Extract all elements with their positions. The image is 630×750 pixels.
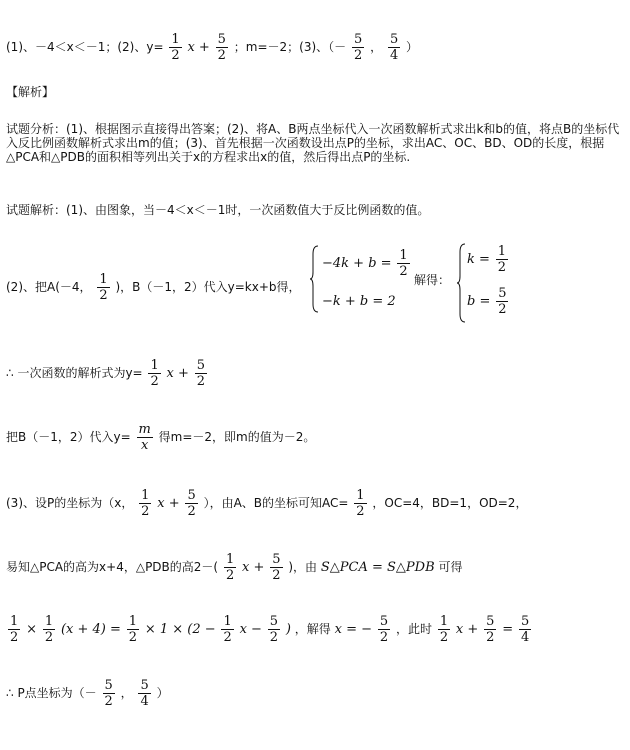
fraction-one-half: $\frac{1}{2}$ xyxy=(150,358,159,389)
fraction-one-half: $\frac{1}{2}$ xyxy=(399,248,408,279)
fraction-five-half: $\frac{5}{2}$ xyxy=(269,614,279,645)
final-answer-line: ∴ P点坐标为（－ $\frac{5}{2}$ ， $\frac{5}{4}$ ） xyxy=(6,678,169,709)
solution-system: k = $\frac{1}{2}$ b = $\frac{5}{2}$ xyxy=(457,242,537,324)
section-heading: 【解析】 xyxy=(6,85,55,99)
left-brace-icon xyxy=(457,242,467,324)
fraction-five-half: $\frac{5}{2}$ xyxy=(486,614,495,645)
solution-part-1: 试题解析：(1)、由图象，当－4＜x＜－1时，一次函数值大于反比例函数的值。 xyxy=(6,203,430,217)
fraction-one-half: $\frac{1}{2}$ xyxy=(99,272,108,303)
fraction-one-half: $\frac{1}{2}$ xyxy=(128,614,137,645)
left-brace-icon xyxy=(310,244,320,314)
fraction-five-half: $\frac{5}{2}$ xyxy=(272,552,281,583)
heights-line: 易知△PCA的高为x+4，△PDB的高2－( $\frac{1}{2}$ x + $\frac{5}{2}$ )，由 S△PCA = S△PDB 可得 xyxy=(6,552,463,583)
fraction-one-half: $\frac{1}{2}$ xyxy=(439,614,449,645)
equation-system: −4k + b = $\frac{1}{2}$ −k + b = 2 xyxy=(310,244,410,316)
fraction-five-half: $\frac{5}{2}$ xyxy=(187,488,196,519)
fraction-one-half: $\frac{1}{2}$ xyxy=(497,244,507,275)
solution-part-3: (3)、设P的坐标为（x， $\frac{1}{2}$ x + $\frac{5}{2}$ ），由A、B的坐标可知AC= $\frac{1}{2}$ ，OC=4，BD=1，OD=2， xyxy=(6,488,528,519)
fraction-five-half: $\frac{5}{2}$ xyxy=(379,614,389,645)
fraction-one-half: $\frac{1}{2}$ xyxy=(223,614,232,645)
fraction-five-quarter: $\frac{5}{4}$ xyxy=(389,32,399,63)
fraction-one-half: $\frac{1}{2}$ xyxy=(356,488,365,519)
analysis-paragraph: 试题分析：(1)、根据图示直接得出答案；(2)、将A、B两点坐标代入一次函数解析式求出k和b的值，将点B的坐标代入反比例函数解析式求出m的值；(3)、首先根据一次函数设出点P的坐标，求出AC、OC、BD、OD的长度，根据△PCA和△PDB的面积相等列出关于x的方程求出x的值，然后得出点P的坐标. xyxy=(6,122,620,164)
linear-function-line: ∴ 一次函数的解析式为y= $\frac{1}{2}$ x + $\frac{5}{2}$ xyxy=(6,358,206,389)
fraction-five-half: $\frac{5}{2}$ xyxy=(104,678,113,709)
fraction-one-half: $\frac{1}{2}$ xyxy=(44,614,54,645)
fraction-one-half: $\frac{1}{2}$ xyxy=(141,488,150,519)
fraction-five-half: $\frac{5}{2}$ xyxy=(217,32,226,63)
fraction-m-over-x: $\frac{m}{x}$ xyxy=(138,422,151,453)
fraction-one-half: $\frac{1}{2}$ xyxy=(10,614,19,645)
fraction-five-half: $\frac{5}{2}$ xyxy=(498,286,507,317)
solve-label: 解得： xyxy=(414,273,451,287)
area-equation-line: $\frac{1}{2}$ × $\frac{1}{2}$ (x + 4) = $\frac{1}{2}$ × 1 × (2 − $\frac{1}{2}$ x − $\frac{5}{2}$ ) ，解得 x = − $\frac{5}{2}$ ，此时 $\frac{1}{2}$ x + $\frac{5}{2}$ = $\frac{5}{4}$ xyxy=(10,614,530,645)
solution-part-2: (2)、把A(－4， $\frac{1}{2}$ )，B（－1，2）代入y=kx+b得， xyxy=(6,272,301,303)
fraction-one-half: $\frac{1}{2}$ xyxy=(171,32,180,63)
fraction-five-half: $\frac{5}{2}$ xyxy=(353,32,363,63)
fraction-five-quarter: $\frac{5}{4}$ xyxy=(140,678,149,709)
fraction-five-quarter: $\frac{5}{4}$ xyxy=(520,614,530,645)
fraction-five-half: $\frac{5}{2}$ xyxy=(196,358,206,389)
fraction-one-half: $\frac{1}{2}$ xyxy=(225,552,235,583)
inverse-function-line: 把B（－1，2）代入y= $\frac{m}{x}$ 得m=－2，即m的值为－2。 xyxy=(6,422,316,453)
answer-line: (1)、－4＜x＜－1；(2)、y= $\frac{1}{2}$ x + $\frac{5}{2}$ ；m=－2；(3)、（－ $\frac{5}{2}$ ， $\frac{5}{4}$ ） xyxy=(6,32,419,63)
